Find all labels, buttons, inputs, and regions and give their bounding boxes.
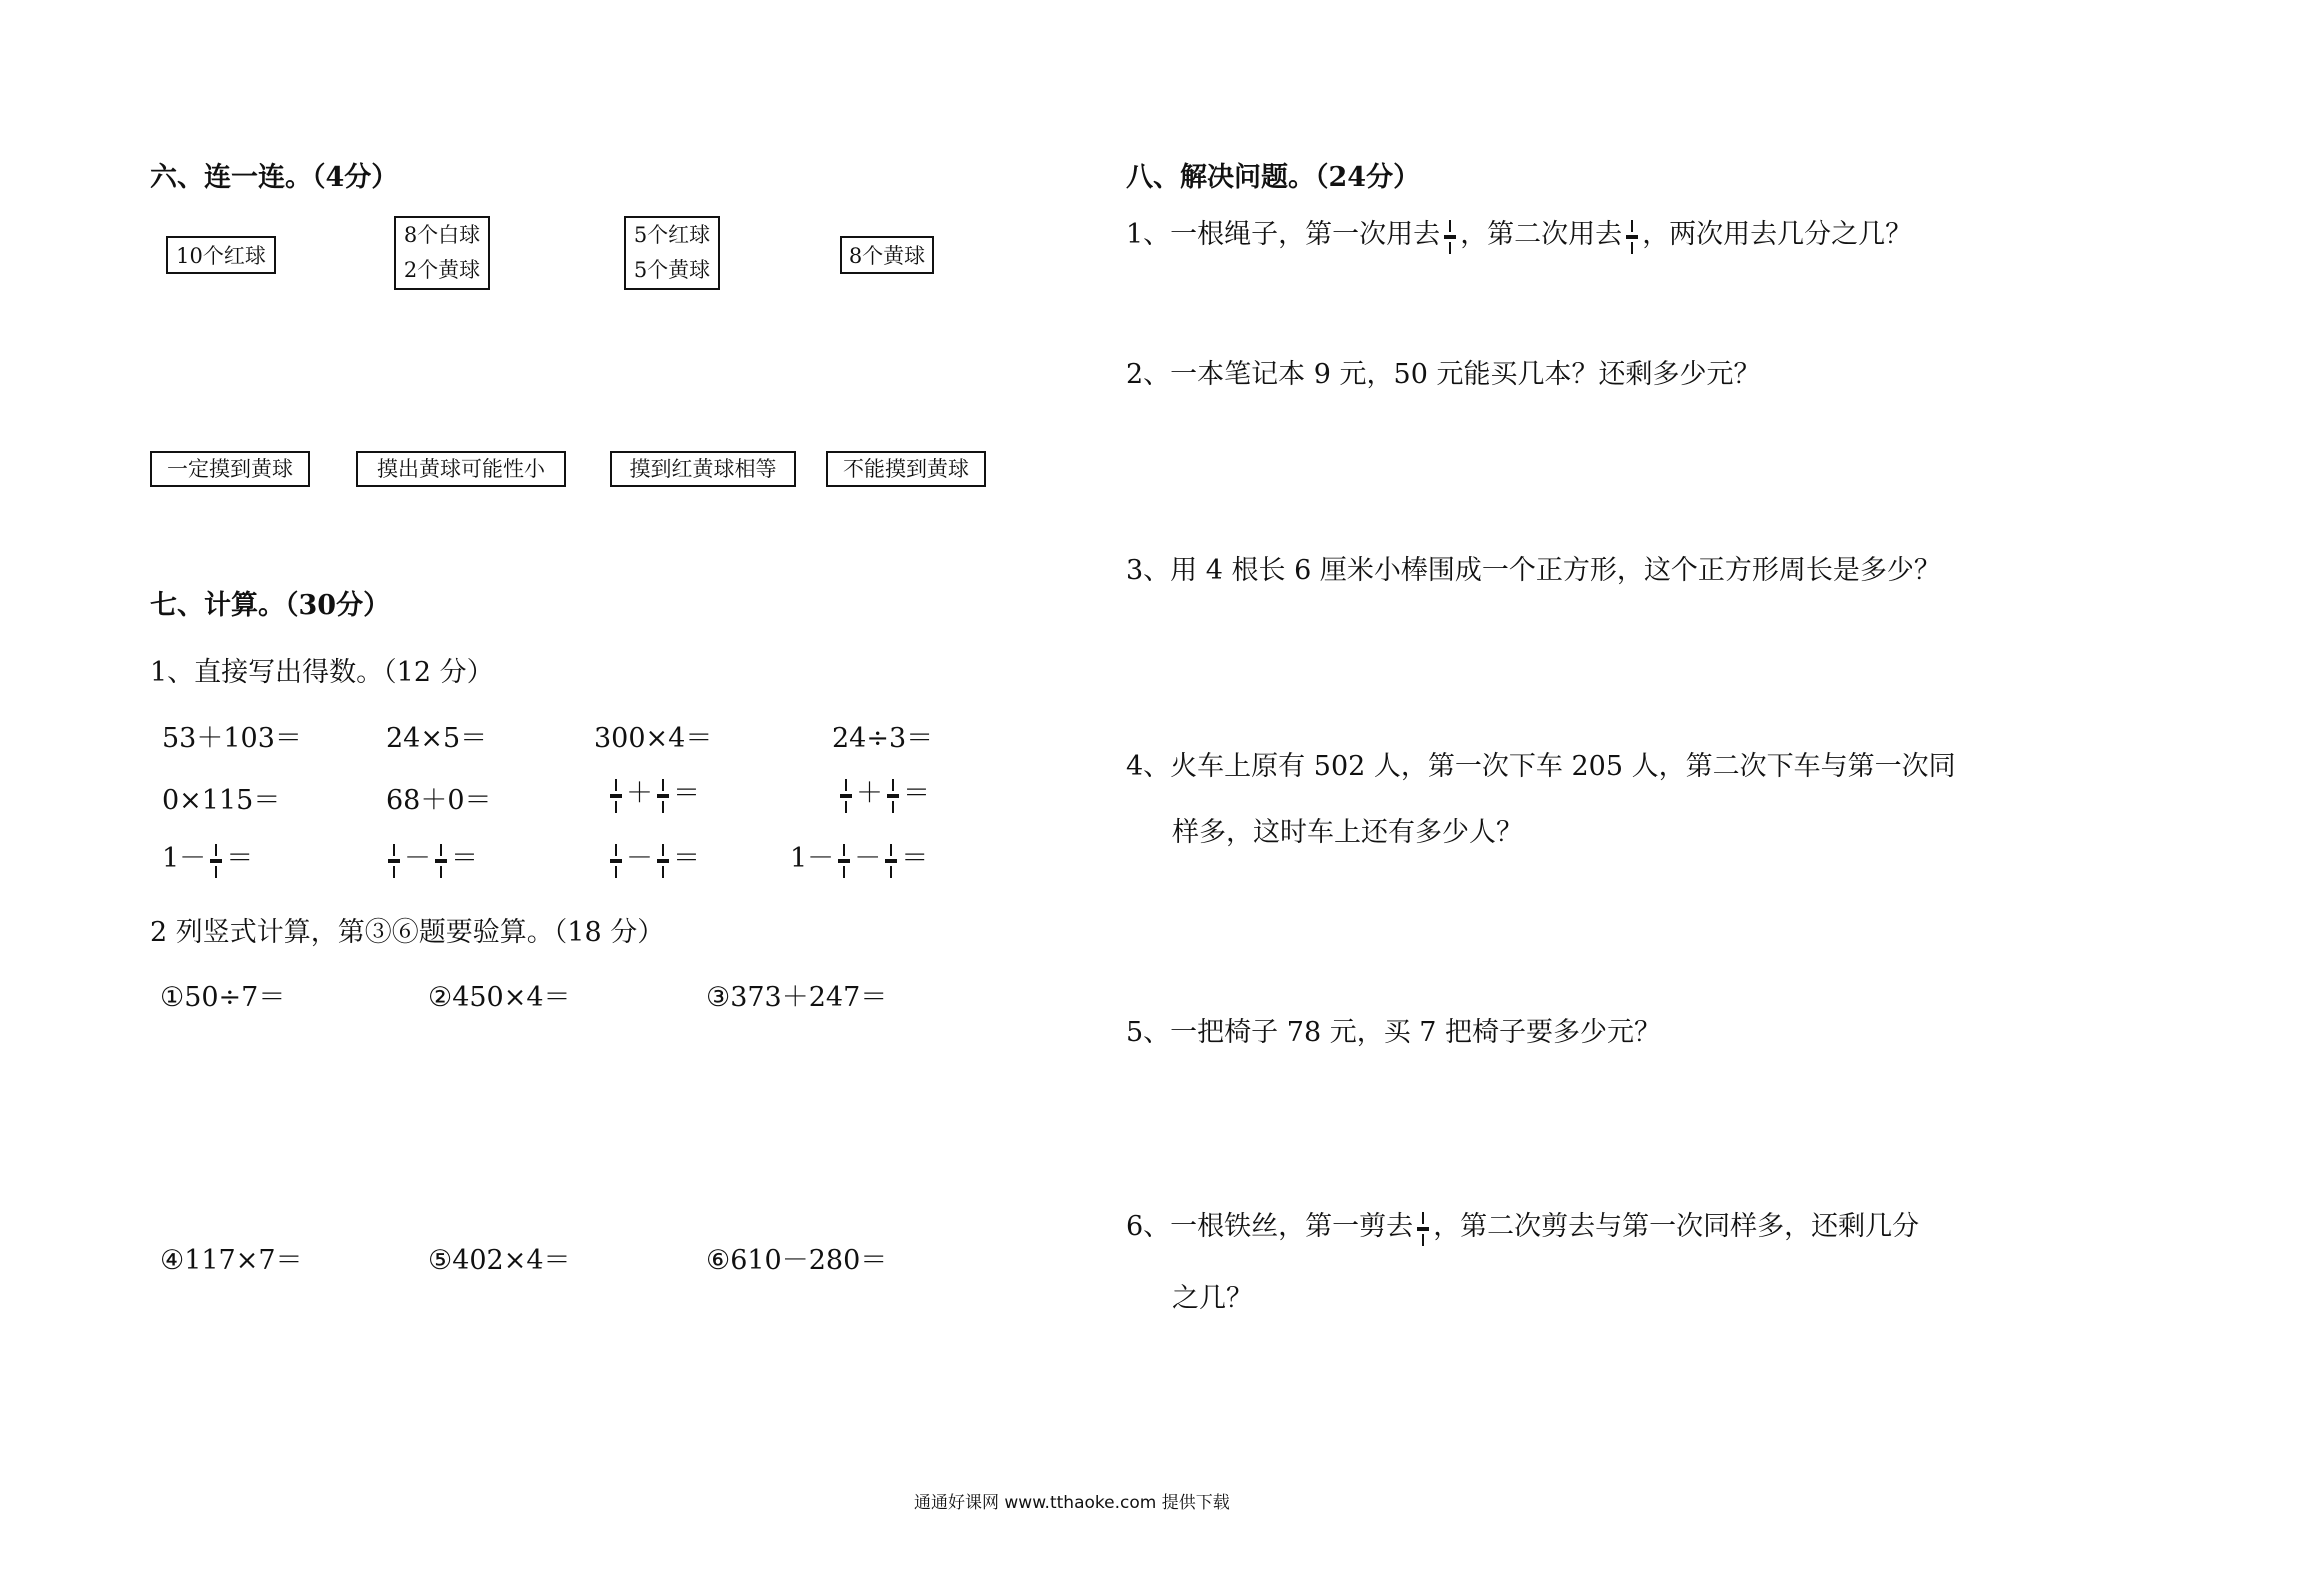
ball-box-2-line2: 2个黄球 bbox=[403, 258, 481, 282]
op-equals: ＝ bbox=[673, 778, 700, 809]
vertical-calc-5: ⑤402×4＝ bbox=[428, 1245, 571, 1276]
calc-1-3: 300×4＝ bbox=[594, 723, 713, 754]
op-minus: － bbox=[626, 843, 653, 874]
vertical-calc-4: ④117×7＝ bbox=[160, 1245, 303, 1276]
calc-3-1 bbox=[162, 836, 253, 880]
calc-1-1: 53＋103＝ bbox=[162, 723, 302, 754]
op-equals: ＝ bbox=[673, 843, 700, 874]
fraction-icon bbox=[433, 840, 449, 880]
problem-1-part2: ，第二次用去 bbox=[1460, 219, 1623, 250]
section-8-title: 八、解决问题。（24分） bbox=[1126, 162, 1421, 193]
calc-2-3 bbox=[606, 771, 700, 815]
fraction-icon bbox=[1442, 216, 1458, 256]
problem-6-part2: ，第二次剪去与第一次同样多，还剩几分 bbox=[1433, 1211, 1920, 1242]
fraction-icon bbox=[883, 840, 899, 880]
vertical-calc-1: ①50÷7＝ bbox=[160, 982, 286, 1013]
option-box-4: 不能摸到黄球 bbox=[826, 451, 986, 487]
op-one-minus: 1－ bbox=[162, 843, 207, 874]
ball-box-2 bbox=[394, 216, 490, 290]
problem-6-line2: 之几？ bbox=[1172, 1283, 1253, 1314]
fraction-icon bbox=[655, 840, 671, 880]
op-equals: ＝ bbox=[903, 778, 930, 809]
problem-5: 5、一把椅子 78 元，买 7 把椅子要多少元？ bbox=[1126, 1017, 1662, 1048]
fraction-icon bbox=[208, 840, 224, 880]
op-equals: ＝ bbox=[226, 843, 254, 874]
section-6-title: 六、连一连。（4分） bbox=[150, 162, 399, 193]
ball-box-4: 8个黄球 bbox=[840, 236, 934, 274]
op-equals: ＝ bbox=[901, 843, 929, 874]
calc-3-3 bbox=[606, 836, 700, 880]
fraction-icon bbox=[386, 840, 402, 880]
ball-box-3-line1: 5个红球 bbox=[633, 223, 711, 247]
fraction-icon bbox=[655, 775, 671, 815]
op-minus: － bbox=[404, 843, 431, 874]
problem-1 bbox=[1126, 212, 1912, 256]
calc-2-2: 68＋0＝ bbox=[386, 785, 492, 816]
ball-box-2-line1: 8个白球 bbox=[403, 223, 481, 247]
calc-1-2: 24×5＝ bbox=[386, 723, 488, 754]
fraction-icon bbox=[885, 775, 901, 815]
calc-3-2 bbox=[384, 836, 478, 880]
fraction-icon bbox=[836, 840, 852, 880]
problem-1-part1: 1、一根绳子，第一次用去 bbox=[1126, 219, 1441, 250]
problem-4-line2: 样多，这时车上还有多少人？ bbox=[1172, 817, 1523, 848]
ball-box-3-line2: 5个黄球 bbox=[633, 258, 711, 282]
problem-6-part1: 6、一根铁丝，第一剪去 bbox=[1126, 1211, 1414, 1242]
vertical-calc-3: ③373＋247＝ bbox=[706, 982, 888, 1013]
vertical-calc-2: ②450×4＝ bbox=[428, 982, 571, 1013]
problem-6-line1 bbox=[1126, 1204, 1919, 1248]
fraction-icon bbox=[838, 775, 854, 815]
fraction-icon bbox=[1624, 216, 1640, 256]
problem-3: 3、用 4 根长 6 厘米小棒围成一个正方形，这个正方形周长是多少？ bbox=[1126, 555, 1941, 586]
ball-box-3 bbox=[624, 216, 720, 290]
section-7-title: 七、计算。（30分） bbox=[150, 590, 391, 621]
op-plus: ＋ bbox=[626, 778, 653, 809]
problem-4-line1: 4、火车上原有 502 人，第一次下车 205 人，第二次下车与第一次同 bbox=[1126, 751, 1956, 782]
problem-1-part3: ，两次用去几分之几？ bbox=[1642, 219, 1913, 250]
calc-2-4 bbox=[836, 771, 930, 815]
footer-text: 通通好课网 www.tthaoke.com 提供下载 bbox=[914, 1493, 1230, 1513]
calc-subtitle-2: 2 列竖式计算，第③⑥题要验算。（18 分） bbox=[150, 917, 665, 948]
option-box-2: 摸出黄球可能性小 bbox=[356, 451, 566, 487]
op-equals: ＝ bbox=[451, 843, 478, 874]
option-box-1: 一定摸到黄球 bbox=[150, 451, 310, 487]
ball-box-1: 10个红球 bbox=[166, 236, 276, 274]
fraction-icon bbox=[608, 840, 624, 880]
op-minus: － bbox=[854, 843, 882, 874]
problem-2: 2、一本笔记本 9 元，50 元能买几本？还剩多少元？ bbox=[1126, 359, 1761, 390]
calc-subtitle-1: 1、直接写出得数。（12 分） bbox=[150, 657, 494, 688]
calc-2-1: 0×115＝ bbox=[162, 785, 281, 816]
option-box-3: 摸到红黄球相等 bbox=[610, 451, 796, 487]
calc-3-4 bbox=[790, 836, 928, 880]
fraction-icon bbox=[608, 775, 624, 815]
op-plus: ＋ bbox=[856, 778, 883, 809]
calc-1-4: 24÷3＝ bbox=[832, 723, 934, 754]
vertical-calc-6: ⑥610－280＝ bbox=[706, 1245, 888, 1276]
op-one-minus: 1－ bbox=[790, 843, 835, 874]
fraction-icon bbox=[1415, 1208, 1431, 1248]
